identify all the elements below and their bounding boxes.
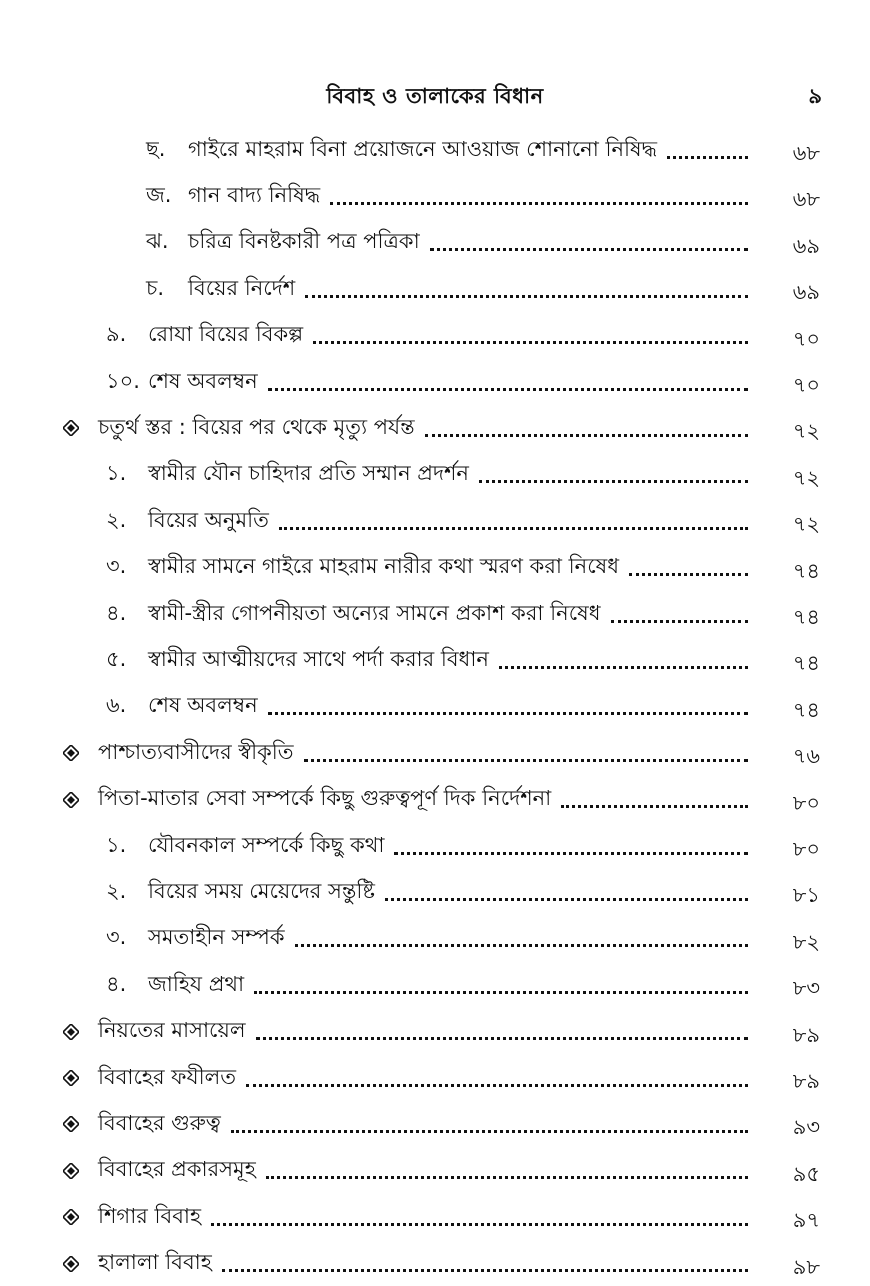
toc-entry-number: ৩. xyxy=(106,925,127,950)
dot-leader xyxy=(385,896,748,901)
toc-entry-label: বিবাহের ফযীলত xyxy=(98,1064,237,1089)
toc-entry[interactable] xyxy=(98,1061,758,1095)
toc-entry-number: ৪. xyxy=(106,971,127,996)
diamond-bullet-icon xyxy=(62,1162,80,1180)
toc-entry-page-number: ৯৭ xyxy=(792,1208,820,1233)
toc-entry-label: গাইরে মাহরাম বিনা প্রয়োজনে আওয়াজ শোনানো নিষিদ্ধ xyxy=(188,136,658,161)
toc-entry-page-number: ৬৮ xyxy=(792,141,820,165)
toc-entry[interactable] xyxy=(106,968,758,1002)
toc-entry-label: গান বাদ্য নিষিদ্ধ xyxy=(188,182,321,207)
toc-entry-page-number: ৭৪ xyxy=(792,697,820,722)
toc-entry-page-number: ৬৯ xyxy=(792,233,820,258)
dot-leader xyxy=(430,246,748,251)
dot-leader xyxy=(246,1082,748,1087)
toc-entry[interactable] xyxy=(98,736,758,770)
toc-entry-label: স্বামী-স্ত্রীর গোপনীয়তা অন্যের সামনে প্রকাশ করা নিষেধ xyxy=(148,600,601,625)
toc-entry[interactable] xyxy=(106,365,758,399)
toc-entry[interactable] xyxy=(106,551,758,585)
toc-entry-label: চতুর্থ স্তর : বিয়ের পর থেকে মৃত্যু পর্যন্ত xyxy=(98,414,415,439)
diamond-bullet-icon xyxy=(62,1115,80,1133)
toc-entry-label: শিগার বিবাহ xyxy=(98,1203,202,1228)
toc-entry-page-number: ৭৪ xyxy=(792,605,820,629)
toc-entry-label: সমতাহীন সম্পর্ক xyxy=(148,925,285,950)
dot-leader xyxy=(256,1035,748,1040)
toc-entry-page-number: ৯৩ xyxy=(792,1115,820,1140)
dot-leader xyxy=(611,618,748,623)
toc-entry-number: ১. xyxy=(106,832,127,857)
toc-entry-label: বিয়ের অনুমতি xyxy=(148,507,269,532)
toc-entry[interactable] xyxy=(98,411,758,445)
diamond-bullet-icon xyxy=(62,419,80,437)
toc-entry[interactable] xyxy=(98,1107,758,1141)
toc-entry-number: ২. xyxy=(106,507,127,532)
toc-entry-label: রোযা বিয়ের বিকল্প xyxy=(148,322,304,347)
toc-entry-label: বিবাহের গুরুত্ব xyxy=(98,1110,221,1135)
diamond-bullet-icon xyxy=(62,1069,80,1087)
toc-entry-number: ৫. xyxy=(106,646,127,671)
toc-entry-label: স্বামীর যৌন চাহিদার প্রতি সম্মান প্রদর্শন xyxy=(148,461,469,486)
toc-entry[interactable] xyxy=(106,504,758,538)
dot-leader xyxy=(231,1128,748,1133)
dot-leader xyxy=(313,339,748,344)
toc-entry-page-number: ৬৮ xyxy=(792,187,820,212)
toc-entry-page-number: ৮৯ xyxy=(792,1069,820,1093)
running-head-title: বিবাহ ও তালাকের বিধান xyxy=(326,84,544,108)
toc-entry[interactable] xyxy=(106,875,758,909)
toc-entry[interactable] xyxy=(106,690,758,724)
toc-entry[interactable] xyxy=(98,1247,758,1281)
toc-entry[interactable] xyxy=(106,319,758,353)
dot-leader xyxy=(279,525,748,530)
dot-leader xyxy=(667,154,748,159)
toc-entry-label: নিয়তের মাসায়েল xyxy=(98,1018,246,1043)
dot-leader xyxy=(304,757,748,762)
dot-leader xyxy=(330,200,748,205)
dot-leader xyxy=(425,432,748,437)
toc-entry-page-number: ৮০ xyxy=(792,790,820,815)
toc-entry-page-number: ৭২ xyxy=(792,512,820,537)
dot-leader xyxy=(211,1221,748,1226)
toc-entry-page-number: ৮৯ xyxy=(792,1022,820,1047)
dot-leader xyxy=(295,942,748,947)
toc-entry-page-number: ৯৫ xyxy=(792,1161,820,1186)
toc-entry[interactable] xyxy=(106,597,758,631)
dot-leader xyxy=(268,386,748,391)
diamond-bullet-icon xyxy=(62,1023,80,1041)
toc-entry[interactable] xyxy=(106,458,758,492)
toc-entry-page-number: ৭৪ xyxy=(792,558,820,583)
toc-entry-page-number: ৮০ xyxy=(792,837,820,861)
dot-leader xyxy=(266,1174,748,1179)
toc-entry[interactable] xyxy=(98,1200,758,1234)
toc-entry-label: পিতা-মাতার সেবা সম্পর্কে কিছু গুরুত্বপূর্ণ দিক নির্দেশনা xyxy=(98,786,552,811)
toc-entry-number: ১০. xyxy=(106,368,140,393)
toc-entry[interactable] xyxy=(98,1154,758,1188)
dot-leader xyxy=(254,989,748,994)
toc-entry[interactable] xyxy=(106,829,758,863)
dot-leader xyxy=(479,478,748,483)
toc-entry-number: ৬. xyxy=(106,693,127,718)
toc-entry-label: শেষ অবলম্বন xyxy=(148,693,258,718)
toc-entry-page-number: ৭২ xyxy=(792,419,820,444)
toc-entry-number: জ. xyxy=(146,182,172,207)
toc-entry[interactable] xyxy=(98,1015,758,1049)
dot-leader xyxy=(268,710,748,715)
toc-entry-label: বিয়ের নির্দেশ xyxy=(188,275,296,300)
toc-entry[interactable] xyxy=(106,643,758,677)
toc-entry-label: জাহিয প্রথা xyxy=(148,971,245,996)
dot-leader xyxy=(394,850,748,855)
dot-leader xyxy=(499,664,748,669)
toc-entry[interactable] xyxy=(146,272,758,306)
toc-entry-label: স্বামীর আত্মীয়দের সাথে পর্দা করার বিধান xyxy=(148,646,489,671)
toc-entry-label: বিবাহের প্রকারসমূহ xyxy=(98,1157,256,1182)
toc-entry-number: ৩. xyxy=(106,554,127,579)
toc-entry-label: যৌবনকাল সম্পর্কে কিছু কথা xyxy=(148,832,385,857)
dot-leader xyxy=(305,293,748,298)
dot-leader xyxy=(629,571,748,576)
toc-entry-number: ৯. xyxy=(106,322,127,347)
dot-leader xyxy=(561,803,748,808)
toc-entry-page-number: ৬৯ xyxy=(792,280,820,305)
diamond-bullet-icon xyxy=(62,744,80,762)
toc-entry-page-number: ৭০ xyxy=(792,326,820,351)
toc-entry-page-number: ৮২ xyxy=(792,929,820,954)
toc-entry-label: চরিত্র বিনষ্টকারী পত্র পত্রিকা xyxy=(188,229,420,254)
toc-entry-page-number: ৮৩ xyxy=(792,976,820,1001)
toc-entry[interactable] xyxy=(146,226,758,260)
toc-entry[interactable] xyxy=(98,783,758,817)
toc-entry-number: ৪. xyxy=(106,600,127,625)
toc-entry-label: পাশ্চাত্যবাসীদের স্বীকৃতি xyxy=(98,739,294,764)
dot-leader xyxy=(222,1267,748,1272)
running-head-page-number: ৯ xyxy=(808,84,822,108)
toc-entry-number: ২. xyxy=(106,878,127,903)
toc-entry-page-number: ৭৪ xyxy=(792,651,820,676)
toc-entry-number: ছ. xyxy=(146,136,166,161)
toc-entry-page-number: ৯৮ xyxy=(792,1254,820,1279)
toc-entry-page-number: ৭২ xyxy=(792,465,820,490)
diamond-bullet-icon xyxy=(62,1255,80,1273)
toc-entry-page-number: ৮১ xyxy=(792,883,820,908)
diamond-bullet-icon xyxy=(62,791,80,809)
toc-entry-page-number: ৭০ xyxy=(792,373,820,397)
toc-entry-number: ঝ. xyxy=(146,229,169,254)
toc-entry-page-number: ৭৬ xyxy=(792,744,820,769)
toc-entry-label: শেষ অবলম্বন xyxy=(148,368,258,393)
toc-entry-number: চ. xyxy=(146,275,165,300)
toc-entry[interactable] xyxy=(106,922,758,956)
toc-entry[interactable] xyxy=(146,179,758,213)
toc-entry-number: ১. xyxy=(106,461,127,486)
toc-entry-label: স্বামীর সামনে গাইরে মাহরাম নারীর কথা স্মরণ করা নিষেধ xyxy=(148,554,619,579)
toc-entry-label: হালালা বিবাহ xyxy=(98,1250,212,1275)
toc-entry-label: বিয়ের সময় মেয়েদের সন্তুষ্টি xyxy=(148,878,375,903)
diamond-bullet-icon xyxy=(62,1208,80,1226)
toc-entry[interactable] xyxy=(146,133,758,167)
